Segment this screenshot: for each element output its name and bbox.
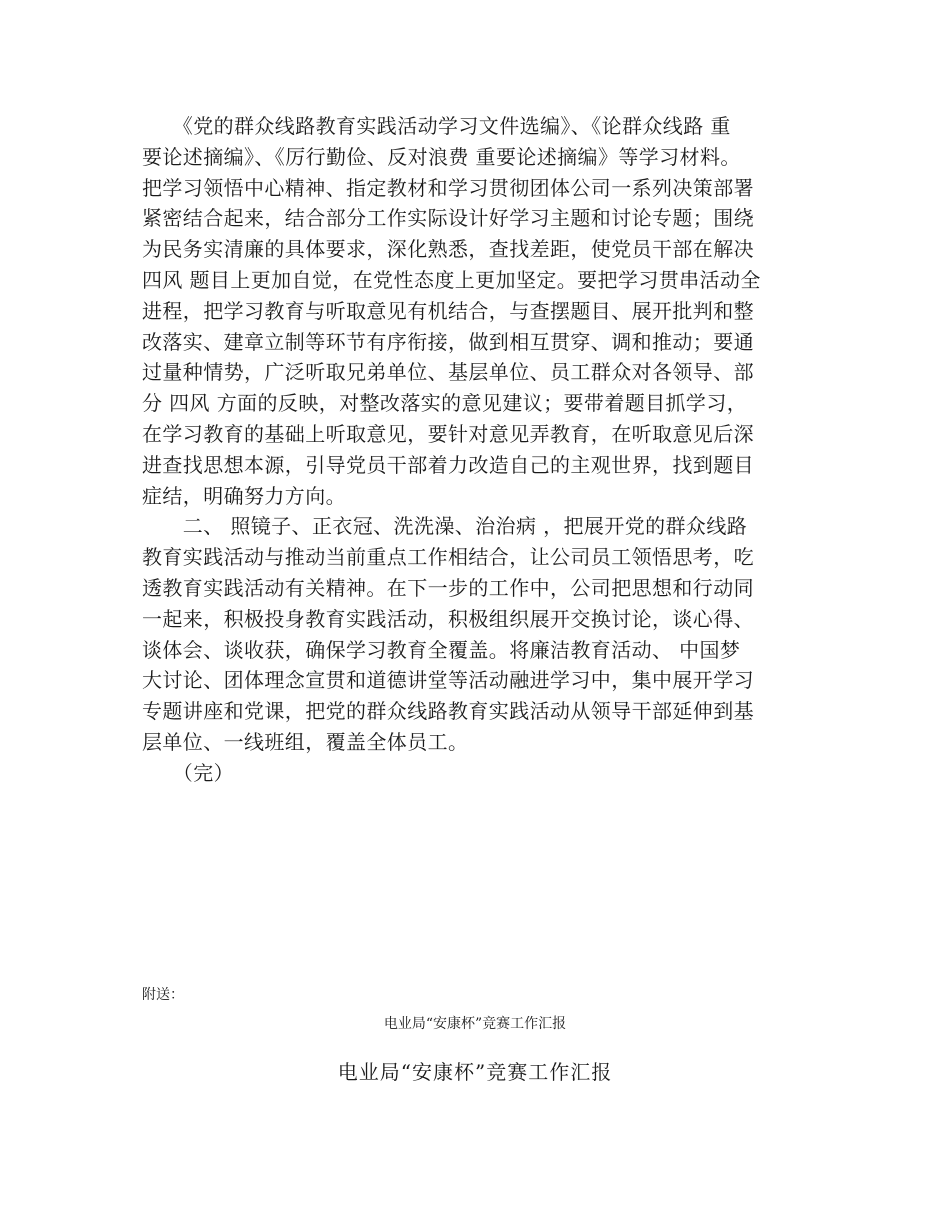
body-line: 紧密结合起来，结合部分工作实际设计好学习主题和讨论专题；围绕 [142,206,754,231]
body-line: 进程，把学习教育与听取意见有机结合，与查摆题目、展开批判和整 [142,298,754,323]
body-line: 专题讲座和党课，把党的群众线路教育实践活动从领导干部延伸到基 [142,699,754,724]
body-line: 要论述摘编》、《厉行勤俭、反对浪费 重要论述摘编》等学习材料。 [142,144,741,169]
body-line: 在学习教育的基础上听取意见，要针对意见弄教育，在听取意见后深 [142,421,754,446]
body-line: 症结，明确努力方向。 [142,483,346,508]
body-line: 《党的群众线路教育实践活动学习文件选编》、《论群众线路 重 [142,114,731,138]
body-line: 教育实践活动与推动当前重点工作相结合，让公司员工领悟思考，吃 [142,545,754,570]
body-line: 四风 题目上更加自觉，在党性态度上更加坚定。要把学习贯串活动全 [142,267,761,292]
body-line: 分 四风 方面的反映，对整改落实的意见建议；要带着题目抓学习， [142,391,748,416]
body-text [142,111,812,789]
annex-title: 电业局“安康杯”竞赛工作汇报 [337,1060,613,1084]
body-line: 为民务实清廉的具体要求，深化熟悉，查找差距，使党员干部在解决 [142,237,754,262]
body-line: 改落实、建章立制等环节有序衔接，做到相互贯穿、调和推动；要通 [142,329,754,354]
body-line: 谈体会、谈收获，确保学习教育全覆盖。将廉洁教育活动、 中国梦 [142,637,741,662]
body-line: 一起来，积极投身教育实践活动，积极组织展开交换讨论，谈心得、 [142,606,754,631]
body-line: 把学习领悟中心精神、指定教材和学习贯彻团体公司一系列决策部署 [142,175,754,200]
body-line: 二、 照镜子、正衣冠、洗洗澡、治治病 ，把展开党的群众线路 [142,514,748,539]
body-line: 透教育实践活动有关精神。在下一步的工作中，公司把思想和行动同 [142,575,754,600]
closing-mark: （完） [142,760,234,785]
body-line: 大讨论、团体理念宣贯和道德讲堂等活动融进学习中，集中展开学习 [142,668,754,693]
body-line: 层单位、一线班组，覆盖全体员工。 [142,729,469,754]
body-line: 过量种情势，广泛听取兄弟单位、基层单位、员工群众对各领导、部 [142,360,754,385]
body-line: 进查找思想本源，引导党员干部着力改造自己的主观世界，找到题目 [142,452,754,477]
annex-subtitle: 电业局“安康杯”竞赛工作汇报 [383,1016,567,1032]
annex-label: 附送： [142,987,184,1003]
